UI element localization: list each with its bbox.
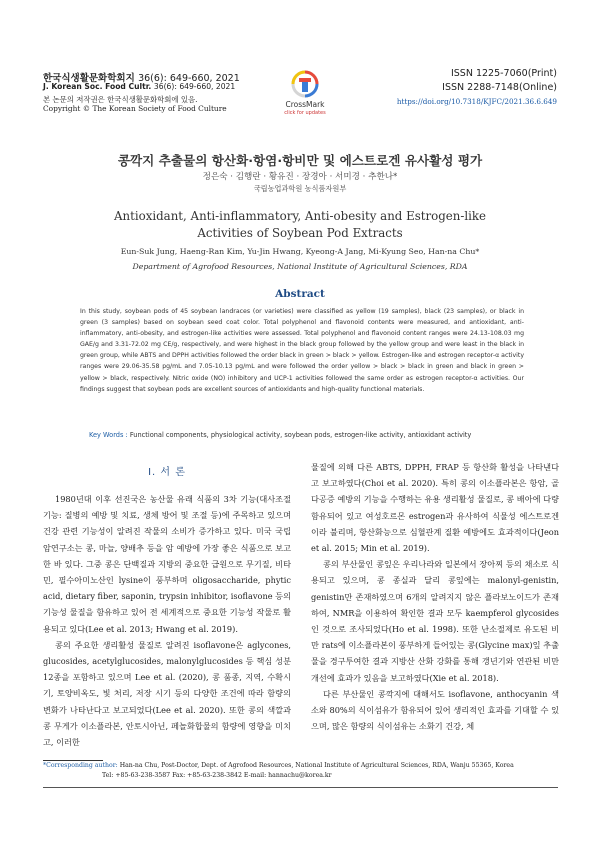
authors-en: Eun-Suk Jung, Haeng-Ran Kim, Yu-Jin Hwang, Kyeong-A Jang, Mi-Kyung Seo, Han-na Chu*: [120, 247, 480, 256]
abstract-heading: Abstract: [275, 288, 325, 300]
body-column-right: [311, 459, 559, 734]
copyright-ko: 본 논문의 저작권은 한국식생활문화학회에 있음.: [43, 95, 198, 104]
journal-name-en: [43, 82, 235, 91]
paper-title-en-line2: Activities of Soybean Pod Extracts: [197, 226, 403, 240]
abstract-text: In this study, soybean pods of 45 soybean landraces (or varieties) were classified as yellow (19 samples), black (23 samples), or black in green (3 samples) based on soybean seed coat color. Total polyphenol and flavonoid contents were measured, and antioxidant, anti-inflammatory, anti-obesity, and estrogen-like activities were assessed. Total polyphenol and flavonoid content ranges were 24.13-108.03 mg GAE/g and 3.31-72.02 mg CE/g, respectively, and were highest in the black group followed by the yellow group and were least in the black in green group, while ABTS and DPPH activities followed the order black in green > black > yellow. Estrogen-like and estrogen receptor-α activity ranges were 29.06-35.58 pg/mL and 7.05-10.13 pg/mL and were followed the order yellow > black > black in green and black in green > yellow > black, respectively. Nitric oxide (NO) inhibitory and UCP-1 activities followed the same order as estrogen receptor-α activities. Our findings suggest that soybean pods are excellent sources of antioxidants and high-quality functional materials.: [80, 308, 524, 393]
body-paragraph: 콩의 부산물인 콩잎은 우리나라와 일본에서 장아찌 등의 채소로 식용되고 있으며, 콩 종실과 달리 콩잎에는 malonyl-genistin, genistin만 존재하였으며 6개의 알려지지 않은 플라보노이드가 존재하여, NMR을 이용하여 확인한 결과 모두 kaempferol glycosides인 것으로 조사되었다(Ho et al. 1998). 또한 난소절제로 유도된 비만 rats에 이소플라본이 풍부하게 들어있는 콩(Glycine max)잎 추출물을 경구투여한 결과 지방산 산화 강화를 통해 갱년기와 연관된 비만 개선에 효과가 있음을 보고하였다(Xie et al. 2018).: [311, 559, 559, 683]
paper-title-ko: 콩깍지 추출물의 항산화·항염·항비만 및 에스트로겐 유사활성 평가: [117, 153, 483, 168]
journal-volume-ko: 36(6): 649-660, 2021: [138, 73, 240, 84]
body-paragraph: 물질에 의해 다른 ABTS, DPPH, FRAP 등 항산화 활성을 나타낸다고 보고하였다(Choi et al. 2020). 특히 콩의 이소플라본은 항암, 골다공증 예방의 기능을 수행하는 유용 생리활성 물질로, 콩 배아에 다량 함유되어 있고 여성호르몬 estrogen과 유사하여 식물성 에스트로겐이라 불리며, 항산화능으로 심혈관계 질환 예방에도 효과적이다(Jeon et al. 2015; Min et al. 2019).: [311, 462, 559, 554]
keywords-label: Key Words :: [89, 431, 128, 439]
doi-link[interactable]: https://doi.org/10.7318/KJFC/2021.36.6.649: [396, 97, 557, 106]
corresponding-author-label: *Corresponding author:: [43, 762, 118, 769]
crossmark-sublabel: click for updates: [284, 110, 326, 116]
corresponding-author-contact: Tel: +85-63-238-3587 Fax: +85-63-238-3842 E-mail: hannachu@korea.kr: [102, 772, 332, 779]
journal-volume-en: 36(6): 649-660, 2021: [153, 82, 236, 91]
footnote-divider: [43, 760, 103, 761]
crossmark-label: CrossMark: [285, 100, 325, 109]
keywords-text: Functional components, physiological activity, soybean pods, estrogen-like activity, antioxidant activity: [129, 431, 472, 439]
body-paragraph: 다른 부산물인 콩깍지에 대해서도 isoflavone, anthocyanin 색소와 80%의 식이섬유가 함유되어 있어 생리적인 효과를 기대할 수 있으며, 많은 함량의 식이섬유는 소화기 건강, 체: [311, 688, 559, 732]
corresponding-author-details: Han-na Chu, Post-Doctor, Dept. of Agrofood Resources, National Institute of Agricultural Sciences, RDA, Wanju 55365, Korea: [119, 762, 514, 769]
affiliation-ko: 국립농업과학원 농식품자원부: [253, 184, 347, 193]
keywords: [89, 431, 549, 439]
body-column-left: [43, 491, 291, 750]
corresponding-author-note: [43, 762, 514, 769]
body-paragraph: 1980년대 이후 선진국은 농산물 유래 식품의 3차 기능(대사조절 기능: 질병의 예방 및 치료, 생체 방어 및 조절 등)에 주목하고 있으며 건강 관련 기능성이 알려진 작물의 소비가 증가하고 있다. 미국 국립 암연구소는 콩, 마늘, 양배추 등을 암 예방에 가장 좋은 식품으로 보고한 바 있다. 그중 콩은 단백질과 지방의 중요한 급원으로 무기질, 비타민, 필수아미노산인 lysine이 풍부하며 oligosaccharide, phytic acid, dietary fiber, saponin, trypsin inhibitor, isoflavone 등의 기능성 물질을 함유하고 있어 전 세계적으로 중요한 기능성 작물로 활용되고 있다(Lee et al. 2013; Hwang et al. 2019).: [43, 494, 291, 634]
affiliation-en: Department of Agrofood Resources, National Institute of Agricultural Sciences, RDA: [132, 262, 468, 271]
footnote-bottom-divider: [43, 787, 558, 788]
paper-title-en: [0, 208, 600, 242]
paper-title-en-line1: Antioxidant, Anti-inflammatory, Anti-obesity and Estrogen-like: [113, 209, 487, 223]
journal-title-ko: 한국식생활문화학회지: [43, 73, 135, 84]
issn-print: ISSN 1225-7060(Print): [450, 68, 557, 79]
authors-ko: 정은숙 · 김행란 · 황유진 · 장경아 · 서미경 · 추한나*: [202, 172, 398, 182]
section-heading-introduction: Ⅰ. 서 론: [148, 467, 186, 478]
journal-title-en: J. Korean Soc. Food Cultr.: [43, 82, 152, 91]
copyright-en: Copyright © The Korean Society of Food Culture: [43, 104, 227, 113]
issn-online: ISSN 2288-7148(Online): [442, 82, 557, 93]
body-paragraph: 콩의 주요한 생리활성 물질로 알려진 isoflavone은 aglycones, glucosides, acetylglucosides, malonylglucosides 등 핵심 성분 12종을 포함하고 있으며 Lee et al. (2020), 콩 품종, 지역, 수확시기, 토양비옥도, 빛 처리, 저장 시기 등의 다양한 조건에 따라 함량의 변화가 나타난다고 보고되었다(Lee et al. 2020). 또한 콩의 색깔과 콩 무게가 이소플라본, 안토시아닌, 페놀화합물의 함량에 영향을 미치고, 이러한: [43, 639, 291, 748]
